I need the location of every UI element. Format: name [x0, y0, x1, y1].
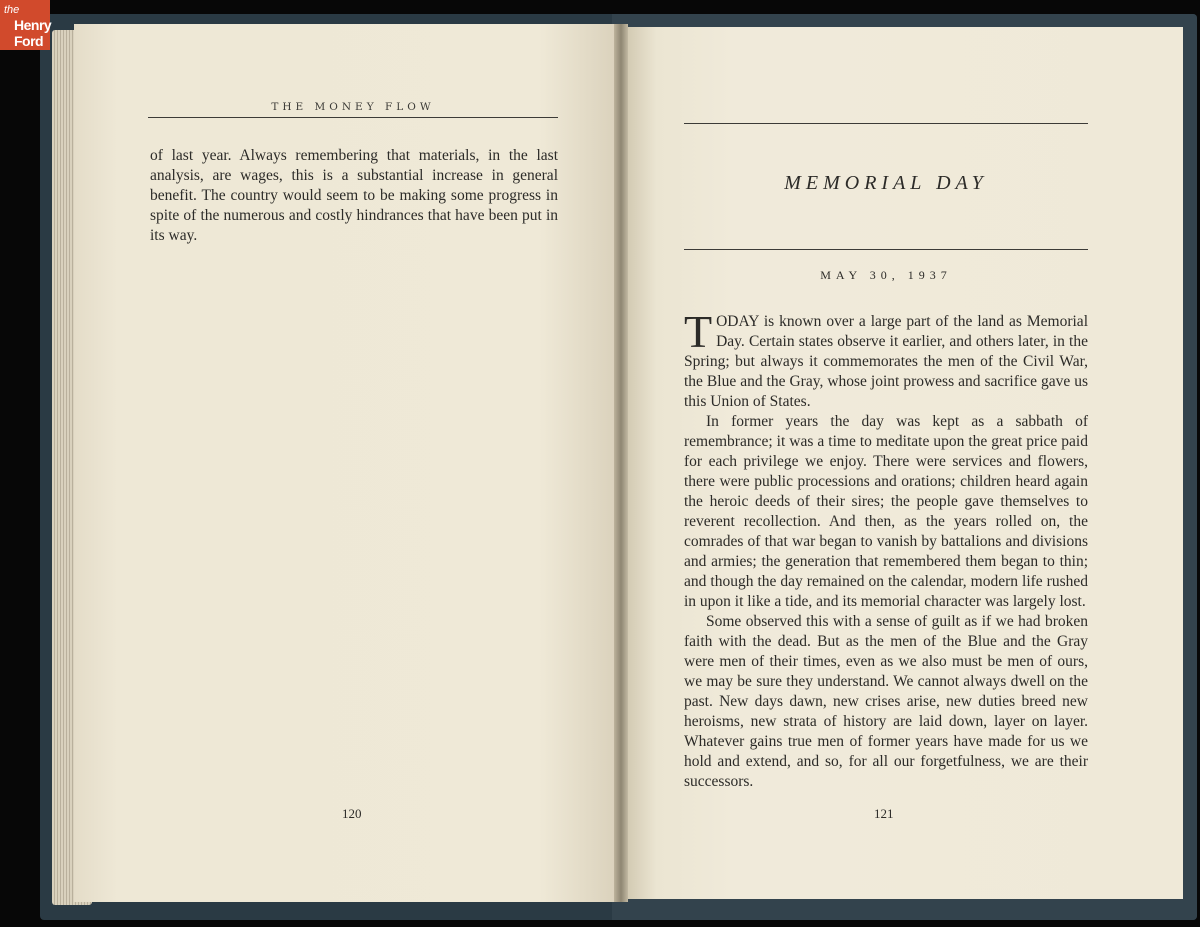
right-body-text	[684, 306, 1088, 792]
logo-line-1: the	[4, 4, 20, 16]
first-paragraph-text: ODAY is known over a large part of the land as Memorial Day. Certain states observe it earlier, and others later, in the Spring; but always it commemorates the men of the Civil War, the Blue and the Gray, whose joint prowess and sacrifice gave us this Union of States.	[684, 313, 1088, 410]
page-number-left: 120	[342, 806, 362, 821]
paragraph-3: Some observed this with a sense of guilt as if we had broken faith with the dead. But as the men of the Blue and the Gray were men of their times, even as we also must be men of ours, we may be sure they understand. We cannot always dwell on the past. New days dawn, new crises arise, new duties breed new heroisms, new strata of history are laid down, layer on layer. Whatever gains true men of former years have made for us we hold and extend, and so, for all our forgetfulness, we are their successors.	[684, 613, 1088, 790]
book-gutter	[614, 24, 628, 902]
henry-ford-logo	[0, 0, 50, 50]
left-body-text	[150, 146, 558, 246]
paragraph-2: In former years the day was kept as a sabbath of remembrance; it was a time to meditate upon the great price paid for each privilege we enjoy. There were services and flowers, there were public processions and orations; children heard again the heroic deeds of their sires; the people gave themselves to reverent recollection. And then, as the years rolled on, the comrades of that war began to vanish by battalions and divisions and armies; the generation that remembered them began to thin; and though the day remained on the calendar, modern life rushed in upon it like a tide, and its memorial character was largely lost.	[684, 413, 1088, 610]
logo-line-3: Ford	[14, 33, 44, 49]
first-paragraph	[684, 306, 1088, 412]
page-number-right: 121	[874, 806, 894, 821]
title-rule-top	[684, 123, 1088, 124]
drop-cap: T	[684, 306, 713, 357]
title-rule-bottom	[684, 249, 1088, 250]
header-rule	[148, 117, 558, 118]
logo-line-2: Henry	[14, 17, 52, 33]
chapter-title: MEMORIAL DAY	[784, 172, 988, 194]
left-paragraph: of last year. Always remembering that materials, in the last analysis, are wages, this is a substantial increase in general benefit. The country would seem to be making some progress in spite of the numerous and costly hindrances that have been put in its way.	[150, 147, 558, 244]
running-head: THE MONEY FLOW	[271, 101, 435, 113]
chapter-date: MAY 30, 1937	[820, 268, 952, 282]
